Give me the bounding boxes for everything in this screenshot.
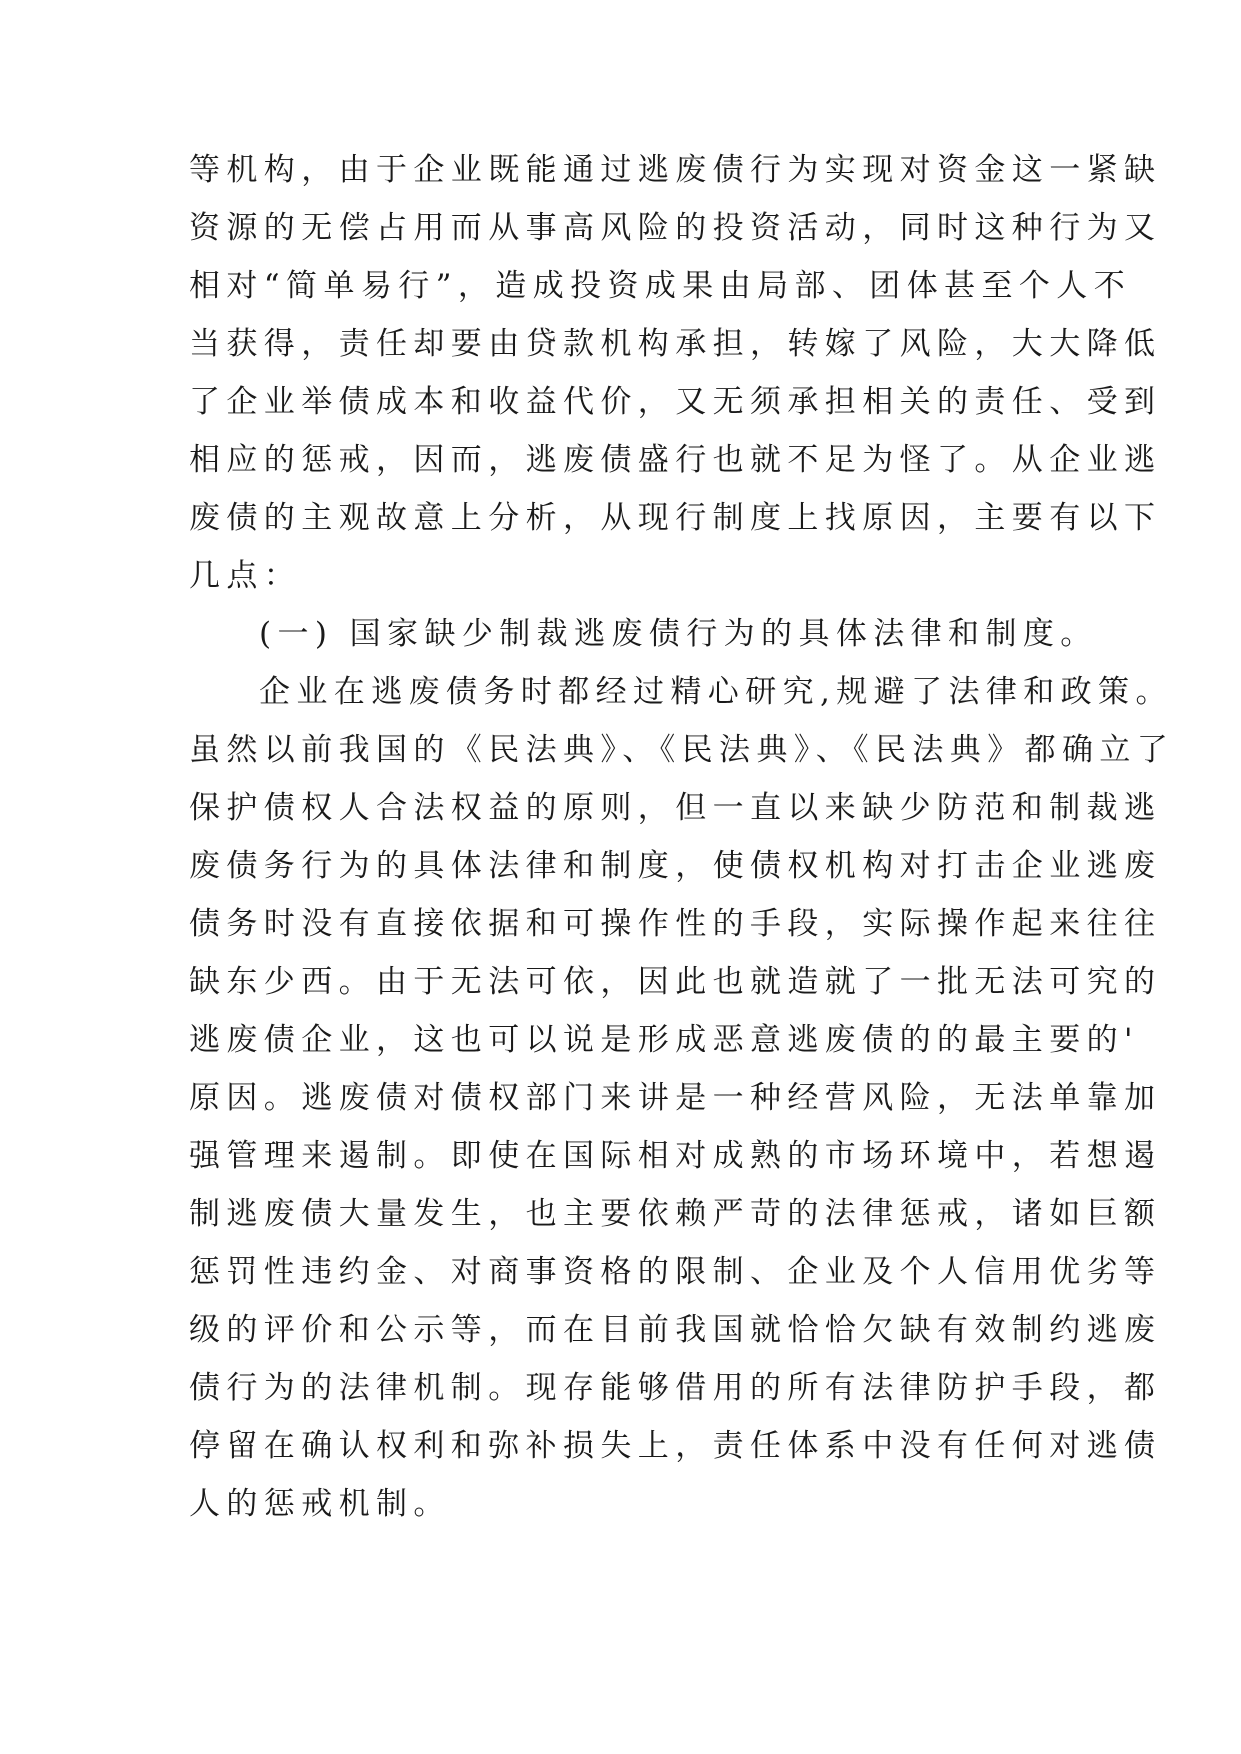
text-line: 债行为的法律机制。现存能够借用的所有法律防护手段，都 [189,1370,1162,1406]
text-line: 几点： [189,558,302,594]
text-line: 制逃废债大量发生，也主要依赖严苛的法律惩戒，诸如巨额 [189,1196,1162,1232]
text-line: 缺东少西。由于无法可依，因此也就造就了一批无法可究的 [189,964,1162,1000]
text-line: 资源的无偿占用而从事高风险的投资活动，同时这种行为又 [189,210,1162,246]
text-line: 等机构，由于企业既能通过逃废债行为实现对资金这一紧缺 [189,152,1162,188]
text-line: 债务时没有直接依据和可操作性的手段，实际操作起来往往 [189,906,1162,942]
text-line: 废债务行为的具体法律和制度，使债权机构对打击企业逃废 [189,848,1162,884]
paragraph-start-line: 企业在逃废债务时都经过精心研究,规避了法律和政策。 [259,674,1173,710]
text-line: 保护债权人合法权益的原则，但一直以来缺少防范和制裁逃 [189,790,1162,826]
text-line: 相应的惩戒，因而，逃废债盛行也就不足为怪了。从企业逃 [189,442,1162,478]
text-line: 当获得，责任却要由贷款机构承担，转嫁了风险，大大降低 [189,326,1162,362]
text-line: 相对“简单易行”，造成投资成果由局部、团体甚至个人不 [189,268,1132,304]
text-line: 废债的主观故意上分析，从现行制度上找原因，主要有以下 [189,500,1162,536]
text-line: 人的惩戒机制。 [189,1486,451,1522]
text-line: 原因。逃废债对债权部门来讲是一种经营风险，无法单靠加 [189,1080,1162,1116]
text-line: 强管理来遏制。即使在国际相对成熟的市场环境中，若想遏 [189,1138,1162,1174]
section-heading: (一) 国家缺少制裁逃废债行为的具体法律和制度。 [259,616,1098,652]
text-line: 了企业举债成本和收益代价，又无须承担相关的责任、受到 [189,384,1162,420]
text-line: 级的评价和公示等，而在目前我国就恰恰欠缺有效制约逃废 [189,1312,1162,1348]
text-line: 虽然以前我国的《民法典》、《民法典》、《民法典》都确立了 [189,732,1175,768]
text-line: 停留在确认权利和弥补损失上，责任体系中没有任何对逃债 [189,1428,1162,1464]
text-line: 逃废债企业，这也可以说是形成恶意逃废债的的最主要的' [189,1022,1139,1058]
text-line: 惩罚性违约金、对商事资格的限制、企业及个人信用优劣等 [189,1254,1162,1290]
